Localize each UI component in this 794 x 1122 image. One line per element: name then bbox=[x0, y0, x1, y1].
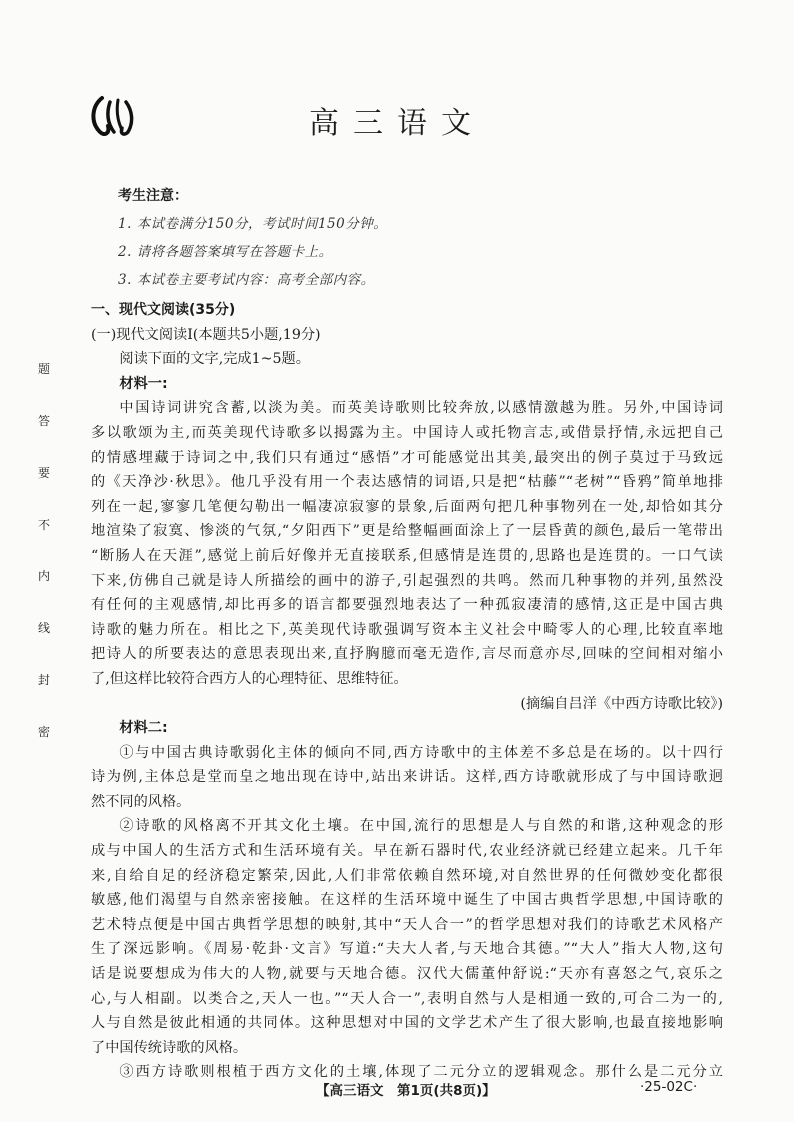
material-2-paragraph-2 bbox=[91, 814, 723, 1060]
text-line: 了中国传统诗歌的风格。 bbox=[91, 1039, 248, 1056]
text-line: 的情感埋藏于诗词之中,我们只有通过“感悟”才可能感觉出其美,最突出的例子莫过于马致远 bbox=[91, 449, 723, 466]
margin-char: 不 bbox=[37, 517, 50, 532]
text-line: 心,与人相副。以类合之,天人一也。”“天人合一”,表明自然与人是相通一致的,可合二为一的, bbox=[91, 990, 723, 1007]
text-line: 有任何的主观感情,却比再多的语言都要强烈地表达了一种孤寂凄清的感情,这正是中国古典 bbox=[91, 597, 723, 614]
text-line: 敏感,他们渴望与自然亲密接触。在这样的生活环境中诞生了中国古典哲学思想,中国诗歌的 bbox=[91, 892, 723, 909]
margin-char: 内 bbox=[37, 569, 50, 584]
footer-page-info: 【高三语文 第1页(共8页)】 bbox=[316, 1083, 496, 1099]
text-line: 下来,仿佛自己就是诗人所描绘的画中的游子,引起强烈的共鸣。然而几种事物的并列,虽然没 bbox=[91, 572, 723, 589]
page-title: 高三语文 bbox=[309, 106, 485, 141]
text-line: 艺术特点便是中国古典哲学思想的映射,其中“天人合一”的哲学思想对我们的诗歌艺术风格产 bbox=[91, 916, 723, 933]
notice-heading: 考生注意： bbox=[118, 188, 188, 204]
text-line: ②诗歌的风格离不开其文化土壤。在中国,流行的思想是人与自然的和谐,这种观念的形 bbox=[119, 818, 723, 835]
seal-line-margin bbox=[36, 360, 52, 740]
section-subheading: (一)现代文阅读Ⅰ(本题共5小题,19分) bbox=[91, 326, 321, 343]
material-2-label: 材料二: bbox=[119, 720, 168, 737]
margin-char: 要 bbox=[37, 465, 50, 480]
text-line: “断肠人在天涯”,感觉上前后好像并无直接联系,但感情是连贯的,思路也是连贯的。一口气读 bbox=[91, 547, 723, 564]
text-line: 地渲染了寂寞、惨淡的气氛,“夕阳西下”更是给整幅画面涂上了一层昏黄的颜色,最后一笔带出 bbox=[91, 523, 723, 540]
candidate-notice bbox=[118, 182, 387, 294]
notice-item: 3. 本试卷主要考试内容：高考全部内容。 bbox=[118, 272, 375, 288]
footer-exam-code: ·25-02C· bbox=[640, 1079, 698, 1095]
margin-char: 线 bbox=[37, 621, 50, 636]
text-line: 成与中国人的生活方式和生活环境有关。早在新石器时代,农业经济就已经建立起来。几千年 bbox=[91, 843, 723, 860]
text-line: 了,但这样比较符合西方人的心理特征、思维特征。 bbox=[91, 670, 408, 687]
reading-section bbox=[91, 298, 723, 1085]
text-line: 中国诗词讲究含蓄,以淡为美。而英美诗歌则比较奔放,以感情激越为胜。另外,中国诗词 bbox=[119, 400, 723, 417]
text-line: 诗为例,主体总是堂而皇之地出现在诗中,站出来讲话。这样,西方诗歌就形成了与中国诗歌迥 bbox=[91, 769, 723, 786]
material-2-paragraph-3: ③西方诗歌则根植于西方文化的土壤,体现了二元分立的逻辑观念。那什么是二元分立 bbox=[119, 1064, 723, 1081]
text-line: 多以歌颂为主,而英美现代诗歌多以揭露为主。中国诗人或托物言志,或借景抒情,永远把自己 bbox=[91, 424, 723, 441]
margin-char: 答 bbox=[37, 413, 50, 428]
material-1-source: (摘编自吕洋《中西方诗歌比较》) bbox=[520, 695, 723, 712]
material-1-label: 材料一: bbox=[119, 375, 168, 392]
notice-item: 2. 请将各题答案填写在答题卡上。 bbox=[118, 244, 333, 260]
text-line: 然不同的风格。 bbox=[91, 793, 191, 810]
text-line: 话是说要想成为伟大的人物,就要与天地合德。汉代大儒董仲舒说:“天亦有喜怒之气,哀乐之 bbox=[91, 966, 723, 983]
text-line: 诗歌的魅力所在。相比之下,英美现代诗歌强调写资本主义社会中畸零人的心理,比较直率地 bbox=[91, 621, 723, 638]
material-2-paragraph-1 bbox=[91, 741, 723, 815]
material-1-paragraph bbox=[91, 396, 723, 691]
margin-char: 封 bbox=[37, 673, 50, 688]
text-line: 来,自给自足的经济稳定繁荣,因此,人们非常依赖自然环境,对自然世界的任何微妙变化都很 bbox=[91, 867, 723, 884]
text-line: 的《天净沙·秋思》。他几乎没有用一个表达感情的词语,只是把“枯藤”“老树”“昏鸦”简单地排 bbox=[91, 474, 723, 491]
text-line: 列在一起,寥寥几笔便勾勒出一幅凄凉寂寥的景象,后面两句把几种事物列在一处,却恰如其分 bbox=[91, 498, 723, 515]
section-instruction: 阅读下面的文字,完成1~5题。 bbox=[119, 351, 310, 368]
text-line: 生了深远影响。《周易·乾卦·文言》写道:“夫大人者,与天地合其德。”“大人”指大人物,这句 bbox=[91, 941, 723, 958]
text-line: ①与中国古典诗歌弱化主体的倾向不同,西方诗歌中的主体差不多总是在场的。以十四行 bbox=[119, 744, 723, 761]
margin-char: 密 bbox=[37, 724, 50, 739]
text-line: 人与自然是彼此相通的共同体。这种思想对中国的文学艺术产生了很大影响,也最直接地影响 bbox=[91, 1015, 723, 1032]
margin-char: 题 bbox=[37, 362, 50, 376]
notice-item: 1. 本试卷满分150分，考试时间150分钟。 bbox=[118, 216, 388, 232]
section-heading: 一、现代文阅读(35分) bbox=[91, 302, 236, 318]
text-line: 把诗人的所要表达的意思表现出来,直抒胸臆而毫无造作,言尽而意亦尽,回味的空间相对缩小 bbox=[91, 646, 723, 663]
